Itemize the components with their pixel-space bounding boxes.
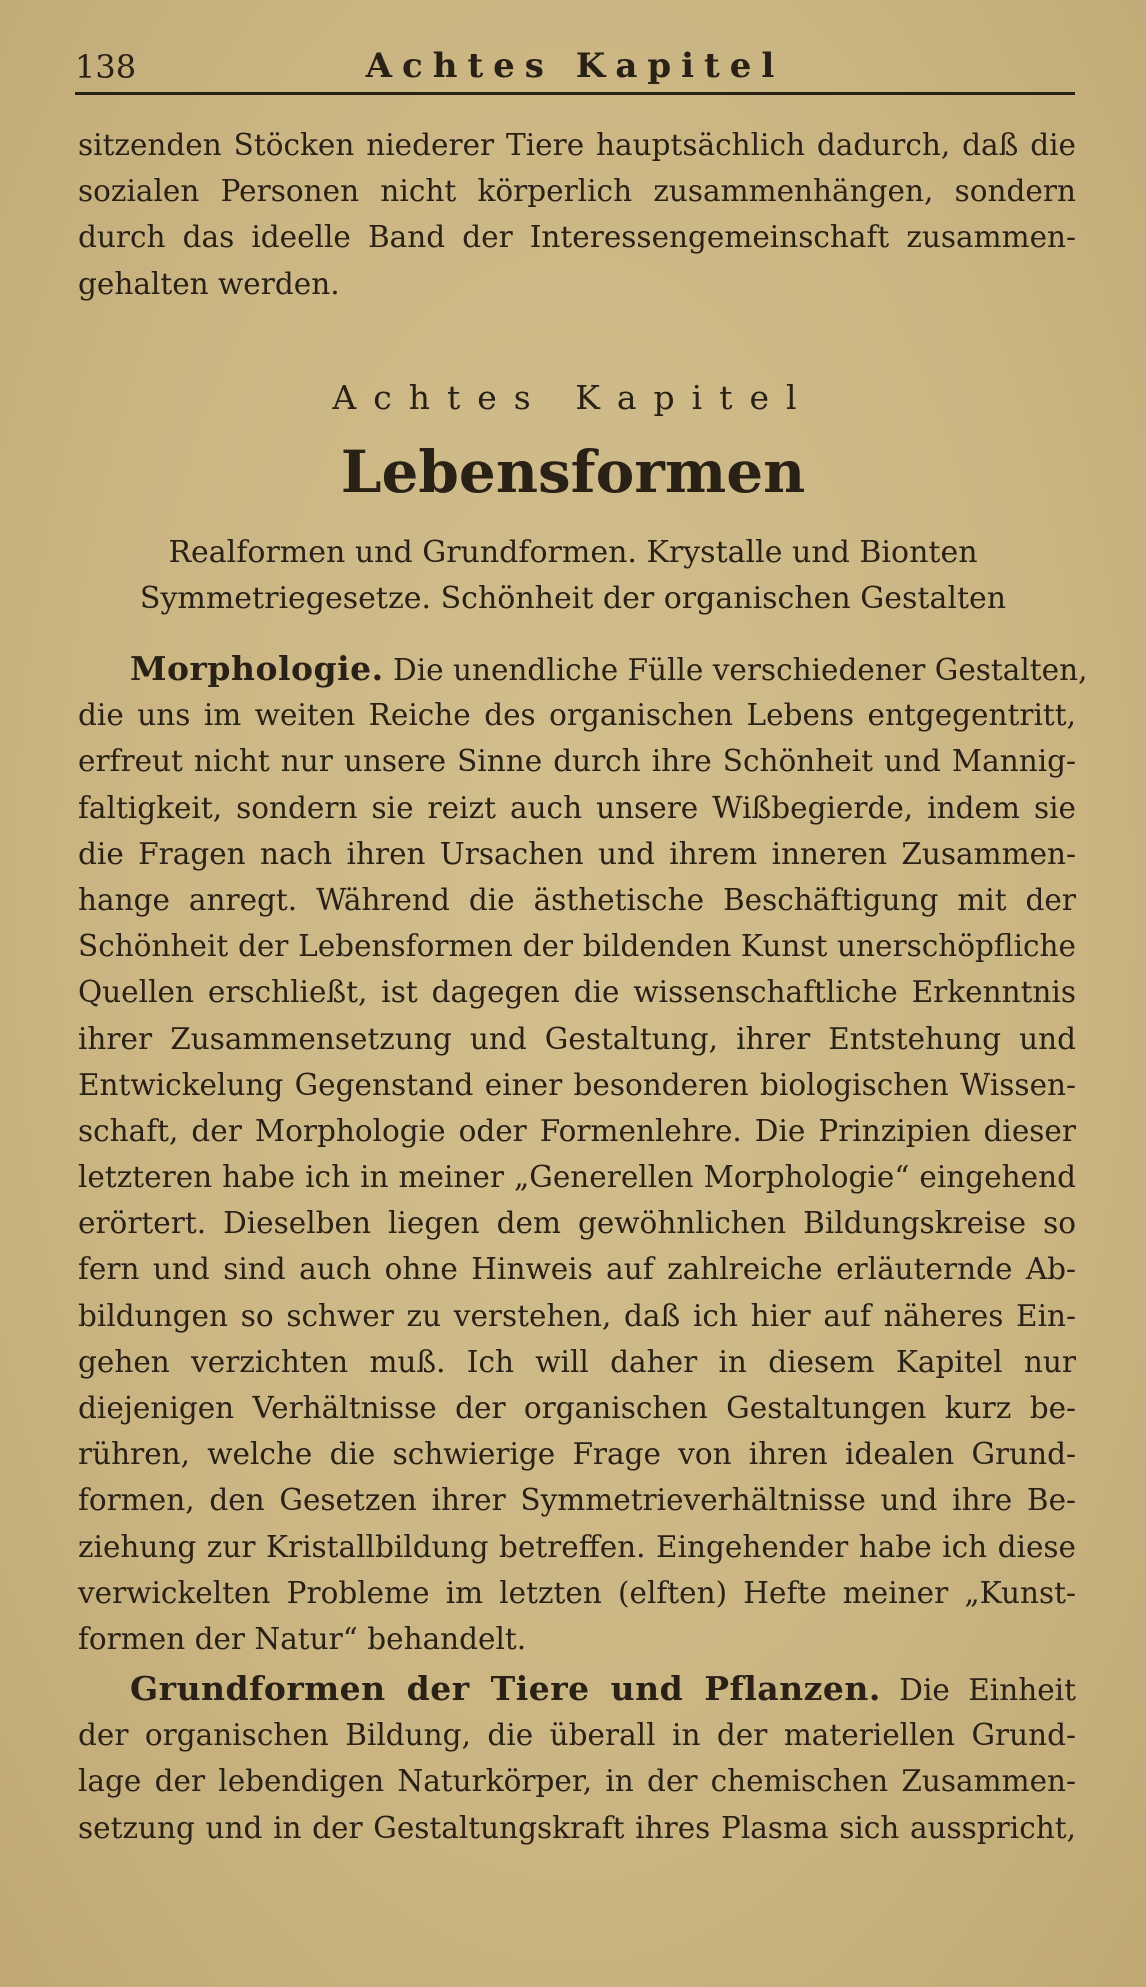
text-line: die Fragen nach ihren Ursachen und ihrem inneren Zusammen- [78, 836, 1076, 871]
text-line: verwickelten Probleme im letzten (elften) Hefte meiner „Kunst- [78, 1575, 1076, 1610]
chapter-title: Lebensformen [340, 438, 806, 506]
text-line: gehalten werden. [78, 266, 340, 301]
text-line: formen, den Gesetzen ihrer Symmetrieverhältnisse und ihre Be- [78, 1483, 1076, 1518]
text-line: die uns im weiten Reiche des organischen Lebens entgegentritt, [78, 698, 1076, 733]
text-line: faltigkeit, sondern sie reizt auch unsere Wißbegierde, indem sie [78, 790, 1076, 825]
section-heading-morphologie: Morphologie. [130, 649, 384, 688]
text-line: ziehung zur Kristallbildung betreffen. Eingehender habe ich diese [78, 1529, 1076, 1564]
text-line: setzung und in der Gestaltungskraft ihres Plasma sich ausspricht, [78, 1810, 1076, 1845]
continuation-paragraph [78, 122, 1076, 307]
text-line: fern und sind auch ohne Hinweis auf zahlreiche erläuternde Ab- [78, 1252, 1076, 1287]
text-line [78, 646, 1088, 692]
running-header [75, 42, 1075, 95]
text-line: schaft, der Morphologie oder Formenlehre. Die Prinzipien dieser [78, 1113, 1076, 1148]
text-line: letzteren habe ich in meiner „Generellen Morphologie“ eingehend [78, 1160, 1076, 1195]
text-run: Die Einheit [899, 1673, 1076, 1707]
chapter-subtitle-line-1: Realformen und Grundformen. Krystalle und Bionten [168, 535, 978, 570]
text-line: erfreut nicht nur unsere Sinne durch ihre Schönheit und Mannig- [78, 744, 1076, 779]
running-title: Achtes Kapitel [365, 46, 785, 86]
text-line: bildungen so schwer zu verstehen, daß ich hier auf näheres Ein- [78, 1298, 1076, 1333]
text-line: Schönheit der Lebensformen der bildenden Kunst unerschöpfliche [78, 929, 1076, 964]
text-line: diejenigen Verhältnisse der organischen Gestaltungen kurz be- [78, 1391, 1076, 1425]
text-line [78, 1666, 1076, 1712]
chapter-subtitle-line-2: Symmetriegesetze. Schönheit der organischen Gestalten [139, 581, 1007, 616]
text-line: Quellen erschließt, ist dagegen die wissenschaftliche Erkenntnis [78, 975, 1076, 1010]
text-line: hange anregt. Während die ästhetische Beschäftigung mit der [78, 882, 1076, 917]
text-line: gehen verzichten muß. Ich will daher in diesem Kapitel nur [78, 1344, 1076, 1379]
text-line: rühren, welche die schwierige Frage von ihren idealen Grund- [78, 1437, 1076, 1472]
chapter-label: Achtes Kapitel [332, 378, 814, 417]
text-line: formen der Natur“ behandelt. [78, 1621, 527, 1656]
page-number: 138 [75, 48, 137, 86]
text-line: sozialen Personen nicht körperlich zusammenhängen, sondern [78, 174, 1076, 209]
text-line: durch das ideelle Band der Interessengemeinschaft zusammen- [78, 220, 1076, 255]
morphologie-paragraph [78, 646, 1088, 1662]
text-line: erörtert. Dieselben liegen dem gewöhnlichen Bildungskreise so [78, 1206, 1076, 1241]
text-line: ihrer Zusammensetzung und Gestaltung, ihrer Entstehung und [78, 1021, 1076, 1056]
text-line: lage der lebendigen Naturkörper, in der chemischen Zusammen- [78, 1764, 1076, 1799]
text-line: der organischen Bildung, die überall in der materiellen Grund- [78, 1718, 1076, 1753]
grundformen-paragraph [78, 1666, 1076, 1851]
section-heading-grundformen: Grundformen der Tiere und Pflanzen. [130, 1669, 881, 1708]
text-line: Entwickelung Gegenstand einer besonderen biologischen Wissen- [78, 1067, 1076, 1102]
text-line: sitzenden Stöcken niederer Tiere hauptsächlich dadurch, daß die [78, 128, 1076, 162]
text-run: Die unendliche Fülle verschiedener Gestalten, [393, 653, 1088, 687]
